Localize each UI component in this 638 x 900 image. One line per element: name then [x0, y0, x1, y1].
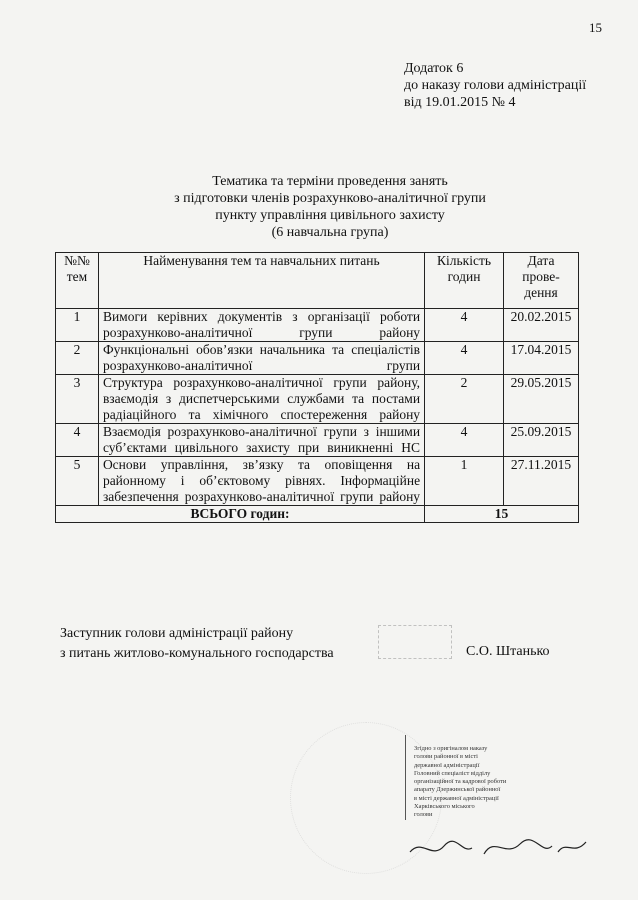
topic-hours: 4 [425, 424, 504, 457]
topic-num: 2 [56, 342, 99, 375]
table-row [56, 375, 579, 424]
topic-title: Функціональні обов’язки начальника та спеціалістів розрахунково-аналітичної групи [98, 342, 424, 375]
heading-line-3: пункту управління цивільного захисту [215, 208, 445, 223]
topic-title: Основи управління, зв’язку та оповіщення на районному і об’єктовому рівнях. Інформаційне забезпечення розрахунково-аналітичної групи району [98, 457, 424, 506]
signature-position-2: з питань житлово-комунального господарства [60, 646, 334, 661]
topic-date: 20.02.2015 [503, 309, 578, 342]
page-number: 15 [589, 20, 602, 35]
topic-hours: 2 [425, 375, 504, 424]
approval-line: організаційної та кадрової роботи [414, 778, 507, 786]
heading-line-2: з підготовки членів розрахунково-аналітичної групи [174, 191, 486, 206]
approval-line: апарату Дзержинської районної [414, 786, 501, 794]
addendum-title: Додаток 6 [404, 61, 464, 76]
topic-hours: 4 [425, 309, 504, 342]
topic-title: Вимоги керівних документів з організації роботи розрахунково-аналітичної групи району [98, 309, 424, 342]
total-row [56, 506, 579, 523]
heading-line-4: (6 навчальна група) [271, 225, 389, 240]
header-hours: Кількість годин [425, 253, 504, 309]
registration-stamp [378, 625, 452, 659]
header-date: Дата прове-дення [503, 253, 578, 309]
topic-date: 27.11.2015 [503, 457, 578, 506]
heading-line-1: Тематика та терміни проведення занять [212, 174, 448, 189]
total-value: 15 [425, 506, 579, 523]
topic-title: Взаємодія розрахунково-аналітичної групи з іншими суб’єктами цивільного захисту при виникненні НС [98, 424, 424, 457]
approval-line: Харківського міського [414, 803, 475, 811]
table-header-row [56, 253, 579, 309]
topics-table [55, 252, 579, 523]
addendum-order: до наказу голови адміністрації [404, 78, 587, 93]
approval-line: Згідно з оригіналом наказу [414, 745, 488, 752]
header-num: №№ тем [56, 253, 99, 309]
topic-num: 5 [56, 457, 99, 506]
signatory-name: С.О. Штанько [466, 644, 550, 659]
handwritten-signatures [402, 834, 592, 864]
signature-block [60, 624, 334, 664]
approval-stamp [405, 735, 592, 820]
table-row [56, 457, 579, 506]
topic-num: 4 [56, 424, 99, 457]
approval-line: в місті державної адміністрації [414, 794, 499, 802]
table-row [56, 424, 579, 457]
topic-num: 1 [56, 309, 99, 342]
addendum-date: від 19.01.2015 № 4 [404, 95, 516, 110]
total-label: ВСЬОГО годин: [56, 506, 425, 523]
approval-line: голови [414, 811, 433, 819]
approval-line: державної адміністрації [414, 761, 480, 769]
signature-position-1: Заступник голови адміністрації району [60, 626, 294, 641]
topic-hours: 4 [425, 342, 504, 375]
addendum-header [404, 60, 586, 111]
document-heading [150, 173, 510, 241]
table-row [56, 309, 579, 342]
topic-date: 17.04.2015 [503, 342, 578, 375]
topic-title: Структура розрахунково-аналітичної групи району, взаємодія з диспетчерськими службами та постами радіаційного та хімічного спостереження району [98, 375, 424, 424]
topic-num: 3 [56, 375, 99, 424]
topic-date: 29.05.2015 [503, 375, 578, 424]
approval-line: Головний спеціаліст відділу [414, 769, 491, 777]
approval-line: голови районної в місті [414, 753, 478, 761]
header-title: Найменування тем та навчальних питань [98, 253, 424, 309]
topic-hours: 1 [425, 457, 504, 506]
topic-date: 25.09.2015 [503, 424, 578, 457]
table-row [56, 342, 579, 375]
